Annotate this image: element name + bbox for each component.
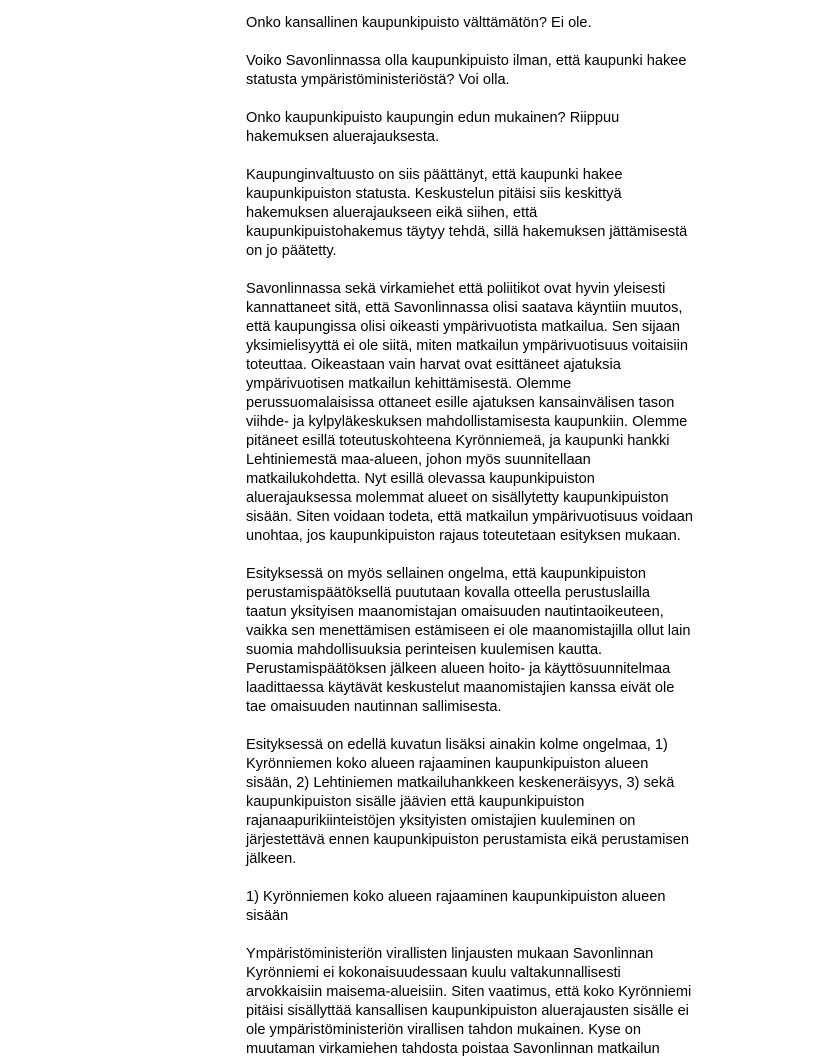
- text-line: taatun yksityisen maanomistajan omaisuuden nautintaoikeuteen,: [246, 604, 664, 620]
- text-line: Voiko Savonlinnassa olla kaupunkipuisto ilman, että kaupunki hakee: [246, 53, 687, 69]
- text-line: viihde- ja kylpyläkeskuksen mahdollistamisesta kaupunkiin. Olemme: [246, 414, 688, 430]
- text-line: statusta ympäristöministeriöstä? Voi olla.: [246, 72, 510, 88]
- text-line: tae omaisuuden nautinnan sallimisesta.: [246, 699, 502, 715]
- text-line: sisään, 2) Lehtiniemen matkailuhankkeen keskeneräisyys, 3) sekä: [246, 775, 675, 791]
- text-line: Onko kaupunkipuisto kaupungin edun mukainen? Riippuu: [246, 110, 620, 126]
- text-line: ympärivuotisen matkailun kehittämisestä. Olemme: [246, 376, 572, 392]
- text-line: Kyrönniemi ei kokonaisuudessaan kuulu valtakunnallisesti: [246, 965, 621, 981]
- paragraph: [246, 888, 746, 926]
- text-line: Esityksessä on myös sellainen ongelma, että kaupunkipuiston: [246, 566, 646, 582]
- text-line: ole ympäristöministeriön virallisen tahdon mukainen. Kyse on: [246, 1022, 642, 1038]
- paragraph: [246, 14, 746, 33]
- text-line: Kyrönniemen koko alueen rajaaminen kaupunkipuiston alueen: [246, 756, 649, 772]
- paragraph: [246, 280, 746, 546]
- text-line: sisään. Siten voidaan todeta, että matkailun ympärivuotisuus voidaan: [246, 509, 693, 525]
- text-line: hakemuksen aluerajauksesta.: [246, 129, 440, 145]
- text-line: unohtaa, jos kaupunkipuiston rajaus toteutetaan esityksen mukaan.: [246, 528, 681, 544]
- paragraph: [246, 166, 746, 261]
- text-line: matkailukohdetta. Nyt esillä olevassa kaupunkipuiston: [246, 471, 595, 487]
- text-line: Esityksessä on edellä kuvatun lisäksi ainakin kolme ongelmaa, 1): [246, 737, 668, 753]
- text-line: 1) Kyrönniemen koko alueen rajaaminen kaupunkipuiston alueen: [246, 889, 666, 905]
- text-line: perustamispäätöksellä puututaan kovalla otteella perustuslailla: [246, 585, 651, 601]
- text-line: että kaupungissa olisi oikeasti ympärivuotista matkailua. Sen sijaan: [246, 319, 680, 335]
- paragraph: [246, 945, 746, 1056]
- text-line: Lehtiniemestä maa-alueen, johon myös suunnitellaan: [246, 452, 591, 468]
- text-line: Perustamispäätöksen jälkeen alueen hoito- ja käyttösuunnitelmaa: [246, 661, 671, 677]
- text-line: jälkeen.: [246, 851, 297, 867]
- text-line: aluerajauksessa molemmat alueet on sisällytetty kaupunkipuiston: [246, 490, 669, 506]
- text-line: Savonlinnassa sekä virkamiehet että poliitikot ovat hyvin yleisesti: [246, 281, 666, 297]
- text-line: järjestettävä ennen kaupunkipuiston perustamista eikä perustamisen: [246, 832, 689, 848]
- text-line: muutaman virkamiehen tahdosta poistaa Savonlinnan matkailun: [246, 1041, 660, 1056]
- text-line: kannattaneet sitä, että Savonlinnassa olisi saatava käyntiin muutos,: [246, 300, 683, 316]
- paragraph: [246, 736, 746, 869]
- text-line: laadittaessa käytävät keskustelut maanomistajien kanssa eivät ole: [246, 680, 675, 696]
- text-line: Ympäristöministeriön virallisten linjausten mukaan Savonlinnan: [246, 946, 654, 962]
- paragraph: [246, 565, 746, 717]
- text-line: perussuomalaisissa ottaneet esille ajatuksen kansainvälisen tason: [246, 395, 675, 411]
- text-line: kaupunkipuiston sisälle jäävien että kaupunkipuiston: [246, 794, 585, 810]
- text-line: yksimielisyyttä ei ole siitä, miten matkailun ympärivuotisuus voitaisiin: [246, 338, 689, 354]
- document-body: [246, 14, 746, 1056]
- text-line: pitäisi sisällyttää kansallisen kaupunkipuiston aluerajausten sisälle ei: [246, 1003, 689, 1019]
- text-line: Onko kansallinen kaupunkipuisto välttämätön? Ei ole.: [246, 15, 592, 31]
- text-line: toteuttaa. Oikeastaan vain harvat ovat esittäneet ajatuksia: [246, 357, 621, 373]
- text-line: suomia mahdollisuuksia perinteisen kuulemisen kautta.: [246, 642, 603, 658]
- text-line: sisään: [246, 908, 289, 924]
- paragraph: [246, 52, 746, 90]
- paragraph: [246, 109, 746, 147]
- text-line: on jo päätetty.: [246, 243, 337, 259]
- text-line: hakemuksen aluerajaukseen eikä siihen, että: [246, 205, 538, 221]
- text-line: vaikka sen menettämisen estämiseen ei ole maanomistajilla ollut lain: [246, 623, 691, 639]
- text-line: kaupunkipuistohakemus täytyy tehdä, sillä hakemuksen jättämisestä: [246, 224, 688, 240]
- text-line: kaupunkipuiston statusta. Keskustelun pitäisi siis keskittyä: [246, 186, 622, 202]
- text-line: Kaupunginvaltuusto on siis päättänyt, että kaupunki hakee: [246, 167, 623, 183]
- text-line: arvokkaisiin maisema-alueisiin. Siten vaatimus, että koko Kyrönniemi: [246, 984, 692, 1000]
- text-line: rajanaapurikiinteistöjen yksityisten omistajien kuuleminen on: [246, 813, 636, 829]
- text-line: pitäneet esillä toteutuskohteena Kyrönniemeä, ja kaupunki hankki: [246, 433, 670, 449]
